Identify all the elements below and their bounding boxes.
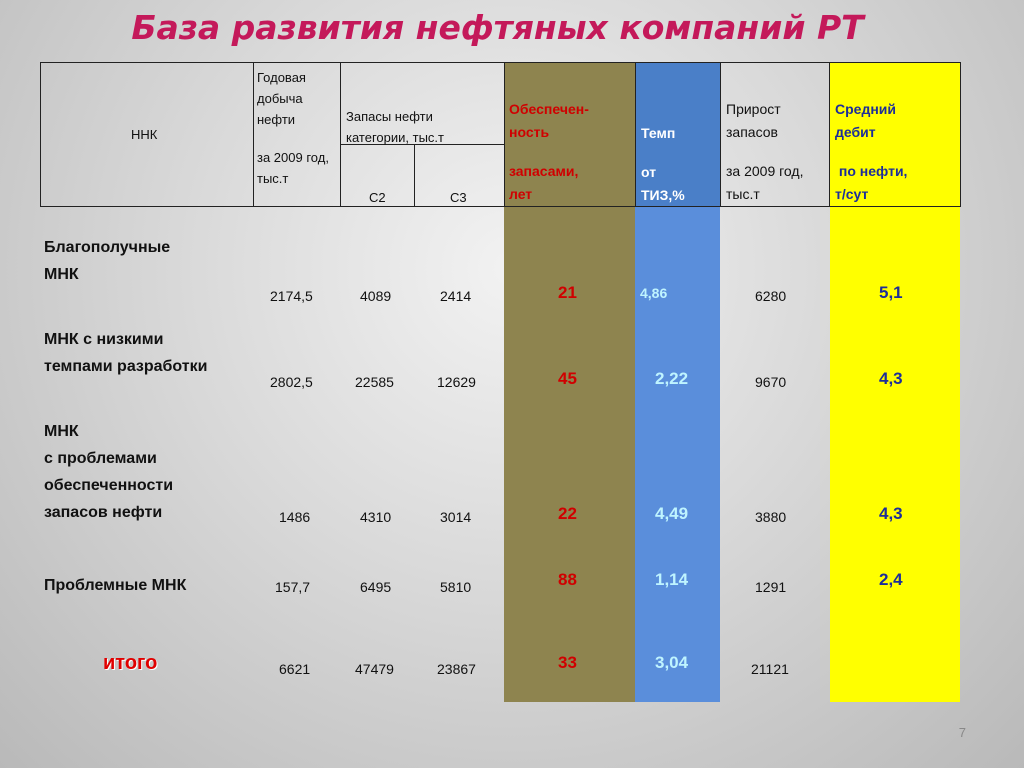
- total-label: итого: [103, 652, 158, 674]
- table-cell: 21: [558, 283, 577, 302]
- header-text: Годовая: [257, 70, 306, 85]
- header-divider: [504, 62, 505, 207]
- header-divider: [635, 62, 636, 207]
- table-cell: 4089: [360, 288, 392, 304]
- table-cell: 21121: [751, 661, 789, 677]
- header-text: дебит: [835, 124, 876, 140]
- header-reserves: [346, 106, 502, 148]
- table-cell: 2,22: [655, 369, 689, 388]
- header-divider: [253, 62, 254, 207]
- row-label-line: запасов нефти: [44, 504, 163, 521]
- header-text: ность: [509, 124, 550, 140]
- header-text: тыс.т: [726, 186, 760, 202]
- header-text: запасов: [726, 124, 778, 140]
- table-cell: 12629: [437, 374, 476, 390]
- header-growth: [726, 98, 830, 206]
- header-c3: С3: [450, 190, 467, 205]
- header-text: Темп: [641, 125, 676, 141]
- header-divider: [960, 62, 961, 207]
- table-cell: 2802,5: [270, 374, 313, 390]
- table-cell: 88: [558, 570, 577, 589]
- header-text: тыс.т: [257, 171, 289, 186]
- header-temp: [641, 122, 719, 207]
- table-cell: 4,49: [655, 504, 689, 523]
- table-cell: 4,3: [879, 369, 903, 388]
- header-bottom-border: [40, 206, 961, 207]
- table-cell: 9670: [755, 374, 787, 390]
- row-label: [44, 234, 170, 288]
- row-label: Проблемные МНК: [44, 577, 187, 594]
- row-label-line: темпами разработки: [44, 358, 208, 375]
- table-cell: 22: [558, 504, 577, 523]
- row-label-line: МНК: [44, 266, 79, 283]
- row-label-line: с проблемами: [44, 450, 157, 467]
- table-cell: 23867: [437, 661, 476, 677]
- table-cell: 4,86: [640, 285, 668, 301]
- table-cell: 2414: [440, 288, 472, 304]
- table-cell: 1291: [755, 579, 787, 595]
- table-cell: 3,04: [655, 653, 689, 672]
- header-debit: [835, 98, 959, 206]
- header-text: нефти: [257, 112, 296, 127]
- header-annual-production: [257, 67, 342, 189]
- page-number: 7: [958, 725, 966, 740]
- table-cell: 157,7: [275, 579, 311, 595]
- header-text: за 2009 год,: [726, 163, 804, 179]
- row-label-line: МНК с низкими: [44, 331, 164, 348]
- header-divider: [414, 144, 415, 207]
- header-text: по нефти,: [835, 163, 908, 179]
- header-text: за 2009 год,: [257, 150, 329, 165]
- header-text: категории, тыс.т: [346, 130, 444, 145]
- table-cell: 1,14: [655, 570, 689, 589]
- row-label: [44, 326, 207, 380]
- header-text: добыча: [257, 91, 303, 106]
- table-cell: 33: [558, 653, 577, 672]
- header-divider: [40, 62, 41, 207]
- header-text: лет: [509, 186, 533, 202]
- table-cell: 47479: [355, 661, 394, 677]
- header-top-border: [40, 62, 961, 63]
- row-label: [44, 418, 173, 526]
- table-cell: 45: [558, 369, 577, 388]
- header-text: Прирост: [726, 101, 781, 117]
- header-text: запасами,: [509, 163, 579, 179]
- table-cell: 5810: [440, 579, 472, 595]
- table-cell: 5,1: [879, 283, 903, 302]
- table-cell: 1486: [279, 509, 311, 525]
- table-cell: 6495: [360, 579, 392, 595]
- table-cell: 4310: [360, 509, 392, 525]
- header-supply: [509, 98, 634, 206]
- page-title: База развития нефтяных компаний РТ: [131, 8, 864, 47]
- table-cell: 2174,5: [270, 288, 313, 304]
- row-label-line: Благополучные: [44, 239, 171, 256]
- header-text: Средний: [835, 101, 897, 117]
- header-divider: [720, 62, 721, 207]
- header-text: Обеспечен-: [509, 101, 589, 117]
- header-text: от: [641, 164, 657, 180]
- table-cell: 6621: [279, 661, 311, 677]
- header-text: ТИЗ,%: [641, 187, 685, 203]
- table-cell: 3880: [755, 509, 787, 525]
- table-cell: 3014: [440, 509, 472, 525]
- row-label-line: МНК: [44, 423, 79, 440]
- table-cell: 22585: [355, 374, 394, 390]
- table-cell: 4,3: [879, 504, 903, 523]
- header-nnk: ННК: [131, 127, 158, 142]
- header-text: Запасы нефти: [346, 109, 433, 124]
- header-c2: С2: [369, 190, 386, 205]
- header-text: т/сут: [835, 186, 869, 202]
- row-label-line: обеспеченности: [44, 477, 174, 494]
- table-cell: 6280: [755, 288, 787, 304]
- table-cell: 2,4: [879, 570, 903, 589]
